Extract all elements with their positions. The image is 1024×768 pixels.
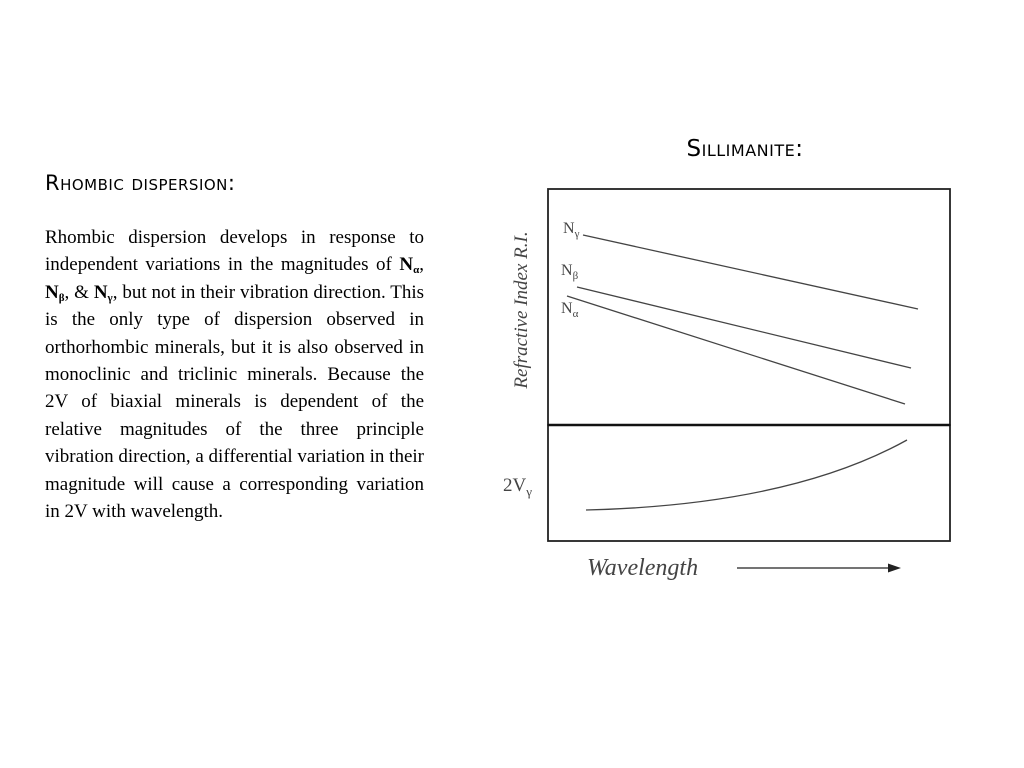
n-gamma-label: $N_\gamma$ bbox=[563, 220, 580, 240]
n-alpha-label: $N_\alpha$ bbox=[561, 300, 579, 320]
y-axis-label: Refractive Index R.I. bbox=[511, 231, 532, 389]
arrow-head-icon bbox=[888, 564, 901, 573]
lower-plot-frame bbox=[548, 425, 950, 541]
figure-title: Sillimanite: bbox=[686, 136, 804, 162]
twov-label: $2V_\gamma$ bbox=[503, 475, 532, 499]
paragraph-part-1: Rhombic dispersion develops in response to independent variations in the magnitudes of bbox=[45, 227, 424, 276]
alpha-subscript: α bbox=[413, 264, 420, 277]
n-gamma-line bbox=[583, 235, 918, 309]
n-beta-label: $N_\beta$ bbox=[561, 262, 579, 282]
gamma-subscript: γ bbox=[107, 291, 113, 304]
upper-plot-frame bbox=[548, 189, 950, 425]
n-beta-symbol: $N_\beta$ bbox=[45, 281, 65, 304]
n-alpha-symbol: $N_\alpha$ bbox=[399, 254, 420, 277]
beta-subscript: β bbox=[58, 291, 65, 304]
description-paragraph: Rhombic dispersion develops in response to independent variations in the magnitudes of $N_\alpha$, $N_\beta$, & $N_\gamma$, but not in their vibration direction. This is the only type of dispersion observed in orthorhombic minerals, but it is also observed in monoclinic and triclinic minerals. Because the 2V of biaxial minerals is dependent of the relative magnitudes of the three principle vibration direction, a differential variation in their magnitude will cause a corresponding variation in 2V with wavelength. bbox=[45, 227, 425, 523]
n-beta-line bbox=[577, 287, 911, 368]
n-alpha-line bbox=[567, 296, 905, 404]
x-axis-label: Wavelength bbox=[587, 555, 699, 581]
n-gamma-symbol: $N_\gamma$ bbox=[93, 281, 113, 304]
section-heading: Rhombic dispersion: bbox=[45, 171, 236, 195]
paragraph-part-2: , but not in their vibration direction. This is the only type of dispersion observed in orthorhombic minerals, but it is also observed in monoclinic and triclinic minerals. Because the 2V of biaxial minerals is dependent of the relative magnitudes of the three principle vibration direction, a differential variation in their magnitude will cause a corresponding variation in 2V with wavelength. bbox=[45, 281, 425, 523]
twov-curve bbox=[586, 440, 907, 510]
